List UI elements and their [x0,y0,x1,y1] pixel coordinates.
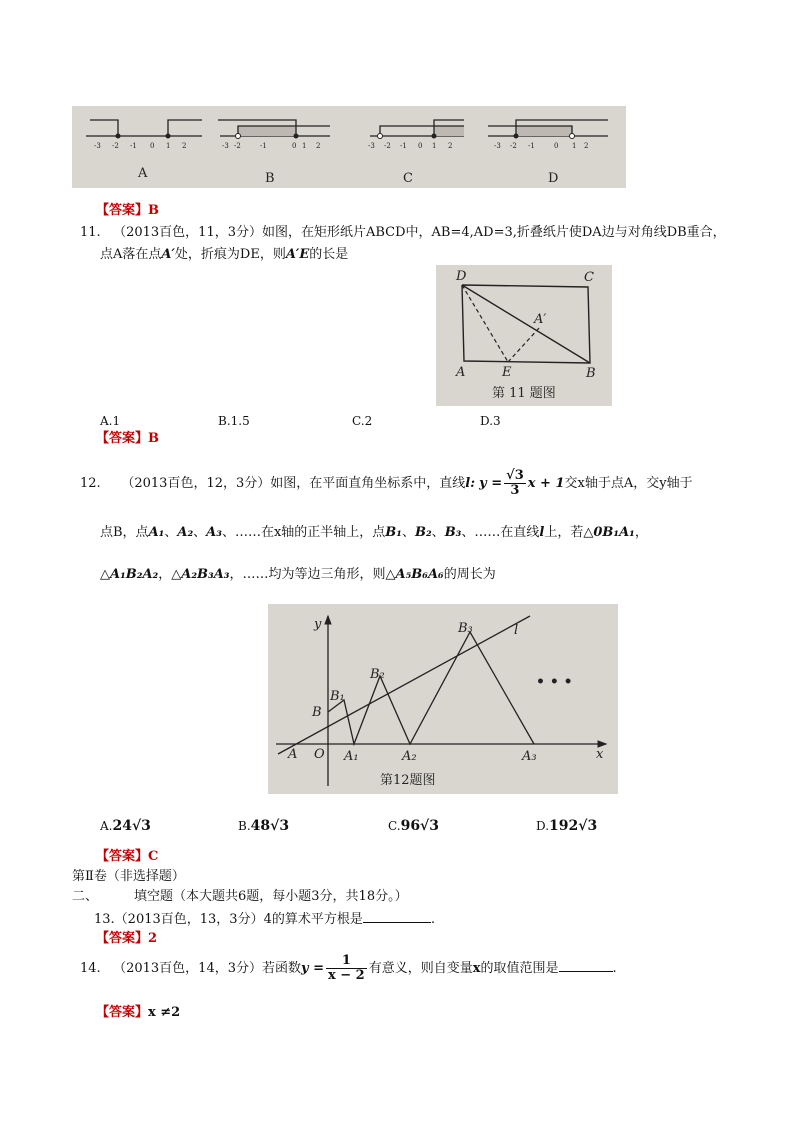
q12-option-d: D.192√3 [536,818,598,834]
question-text: （2013百色，11，3分）如图，在矩形纸片ABCD中，AB=4,AD=3,折叠纸片使DA边与对角线DB重合， [113,225,726,240]
tick: 0 [150,142,155,150]
answer-value: B [148,431,160,446]
q10-answer [96,202,159,220]
panel-d-ticks [494,142,588,150]
tick: -1 [130,142,137,150]
tick: -1 [260,142,267,150]
question-text: 、……在直线 [461,525,540,540]
point-b-label: B [312,705,322,720]
section-heading [72,888,408,906]
question-text: 点A落在点 [100,247,162,262]
function-fraction [326,954,367,983]
panel-a-ticks [94,142,186,150]
triangle-4: A₅B₆A₆ [395,567,444,582]
heading-text: 填空题（本大题共6题，每小题3分，共18分。） [134,889,408,904]
q12-line3 [100,566,496,584]
equilateral-triangles-diagram [268,604,618,794]
q13-line [94,910,435,929]
q12-answer [96,848,158,866]
tick: 2 [448,142,453,150]
question-text: ， [634,525,648,540]
question-text: 上，若△ [544,525,594,540]
point-a3: A₃ [206,525,222,540]
q11-line2 [100,246,348,264]
q13-answer [96,930,157,948]
q14-line [80,954,617,984]
question-text: ，△ [158,567,182,582]
q11-option-b: B.1.5 [218,414,250,428]
answer-value: B [148,203,160,218]
question-text: 的周长为 [443,567,496,582]
point-a3-label: A₃ [522,749,537,764]
axis-x-label: x [596,747,604,762]
tick: -3 [368,142,375,150]
vertex-e: E [502,365,512,380]
point-b2-label: B₂ [370,667,385,682]
question-text: ，……均为等边三角形，则△ [229,567,396,582]
point-a1-label: A₁ [344,749,359,764]
panel-b-ticks [222,142,320,150]
point-a1: A₁ [148,525,165,540]
point-b1: B₁ [385,525,402,540]
question-text: 的取值范围是 [480,961,559,976]
q11-line1 [80,224,726,242]
tick: -2 [510,142,517,150]
answer-blank[interactable] [363,910,431,923]
triangle-1: 0B₁A₁ [593,525,635,540]
point-b3-label: B₃ [458,621,473,636]
question-text: 的长是 [309,247,349,262]
answer-blank[interactable] [559,959,613,972]
question-text: 点B，点 [100,525,149,540]
point-a-label: A [288,747,298,762]
section-title: 第Ⅱ卷（非选择题） [72,869,185,884]
question-text: . [430,912,435,927]
vertex-a-prime: A′ [534,312,547,327]
vertex-c: C [584,270,594,285]
fraction-numerator: 1 [326,954,367,969]
panel-label-b: B [265,171,275,186]
tick: 1 [432,142,437,150]
q12-option-b: B.48√3 [238,818,290,834]
question-number: 14. [80,961,101,976]
axis-y-label: y [314,617,322,632]
question-number: 12. [80,476,101,491]
q11-option-d: D.3 [480,414,501,428]
point-b3: B₃ [444,525,462,540]
triangle-2: A₁B₂A₂ [110,567,159,582]
fraction-denominator: x − 2 [327,968,365,983]
question-text: 处，折痕为DE，则 [174,247,286,262]
answer-value: 2 [148,931,158,946]
tick: -3 [94,142,101,150]
q12-option-a: A.24√3 [100,818,151,834]
tick: -3 [494,142,501,150]
equation-y: y = [479,476,503,491]
point-label: A′ [161,247,175,262]
heading-number: 二、 [72,889,99,904]
answer-label: 【答案】 [96,931,149,946]
number-line-svg [72,106,626,188]
vertex-b: B [586,366,596,381]
vertex-d: D [456,269,467,284]
fraction-denominator: 3 [510,483,520,498]
option-value: 24√3 [112,818,151,834]
origin-label: O [314,747,325,762]
tick: 1 [166,142,171,150]
answer-label: 【答案】 [96,849,149,864]
point-b1-label: B₁ [330,689,345,704]
equation-tail: x + 1 [527,476,565,491]
panel-label-d: D [548,171,559,186]
tick: 0 [554,142,559,150]
tick: 2 [316,142,321,150]
tick: -2 [112,142,119,150]
question-text: （2013百色，12，3分）如图，在平面直角坐标系中，直线 [121,476,466,491]
q14-answer [96,1004,180,1022]
q11-option-c: C.2 [352,414,373,428]
question-text: △ [100,567,110,582]
point-a2-label: A₂ [402,749,417,764]
option-value: 96√3 [400,818,440,834]
answer-value: x ≠2 [148,1005,181,1020]
tick: 2 [182,142,187,150]
function-y: y = [301,961,324,976]
answer-label: 【答案】 [96,1005,149,1020]
question-text: . [612,961,617,976]
triangle-3: A₂B₃A₃ [181,567,230,582]
tick: -1 [528,142,535,150]
point-a2: A₂ [177,525,194,540]
question-number: 11. [80,225,101,240]
line-name: l [465,476,471,491]
question-text: 有意义，则自变量 [368,961,473,976]
option-value: 192√3 [549,818,598,834]
rectangle-fold-diagram [436,265,612,406]
panel-c-ticks [368,142,452,150]
answer-label: 【答案】 [96,431,149,446]
answer-value: C [148,849,159,864]
equation-fraction [504,469,526,498]
question-text: 交x轴于点A，交y轴于 [564,476,693,491]
tick: -2 [234,142,241,150]
tick: -3 [222,142,229,150]
option-value: 48√3 [250,818,290,834]
variable-x: x [472,961,481,976]
fraction-numerator: √3 [506,468,524,483]
tick: -2 [384,142,391,150]
tick: 2 [584,142,589,150]
question-text: （2013百色，14，3分）若函数 [113,961,301,976]
q12-line1: 12. （2013百色，12，3分）如图，在平面直角坐标系中，直线l: y = $\frac{√3}{3}$ x + 1交x轴于点A，交y轴于 [80,468,693,498]
tick: 1 [572,142,577,150]
q11-answer [96,430,159,448]
panel-label-a: A [138,166,148,181]
vertex-a: A [456,365,466,380]
figure-caption: 第12题图 [380,773,436,788]
continuation-dots: • • • [536,674,573,690]
tick: 0 [418,142,423,150]
q12-line2: 点B，点A₁、A₂、A₃、……在x轴的正半轴上，点B₁、B₂、B₃、……在直线l上，若△0B₁A₁， [100,525,648,540]
q11-figure [436,265,612,406]
tick: -1 [400,142,407,150]
point-b2: B₂ [414,525,432,540]
line-l-label: l [514,623,519,638]
tick: 0 [292,142,297,150]
question-text: 、……在x轴的正半轴上，点 [221,525,386,540]
q12-figure [268,604,618,794]
panel-label-c: C [403,171,413,186]
question-text: 13.（2013百色，13，3分）4的算术平方根是 [94,912,363,927]
figure-caption: 第 11 题图 [492,386,556,401]
segment-label: A′E [285,247,310,262]
q11-option-a: A.1 [100,414,121,428]
number-line-figure [72,106,626,188]
tick: 1 [302,142,307,150]
q12-option-c: C.96√3 [388,818,440,834]
line-name: l [539,525,545,540]
answer-label: 【答案】 [96,203,149,218]
